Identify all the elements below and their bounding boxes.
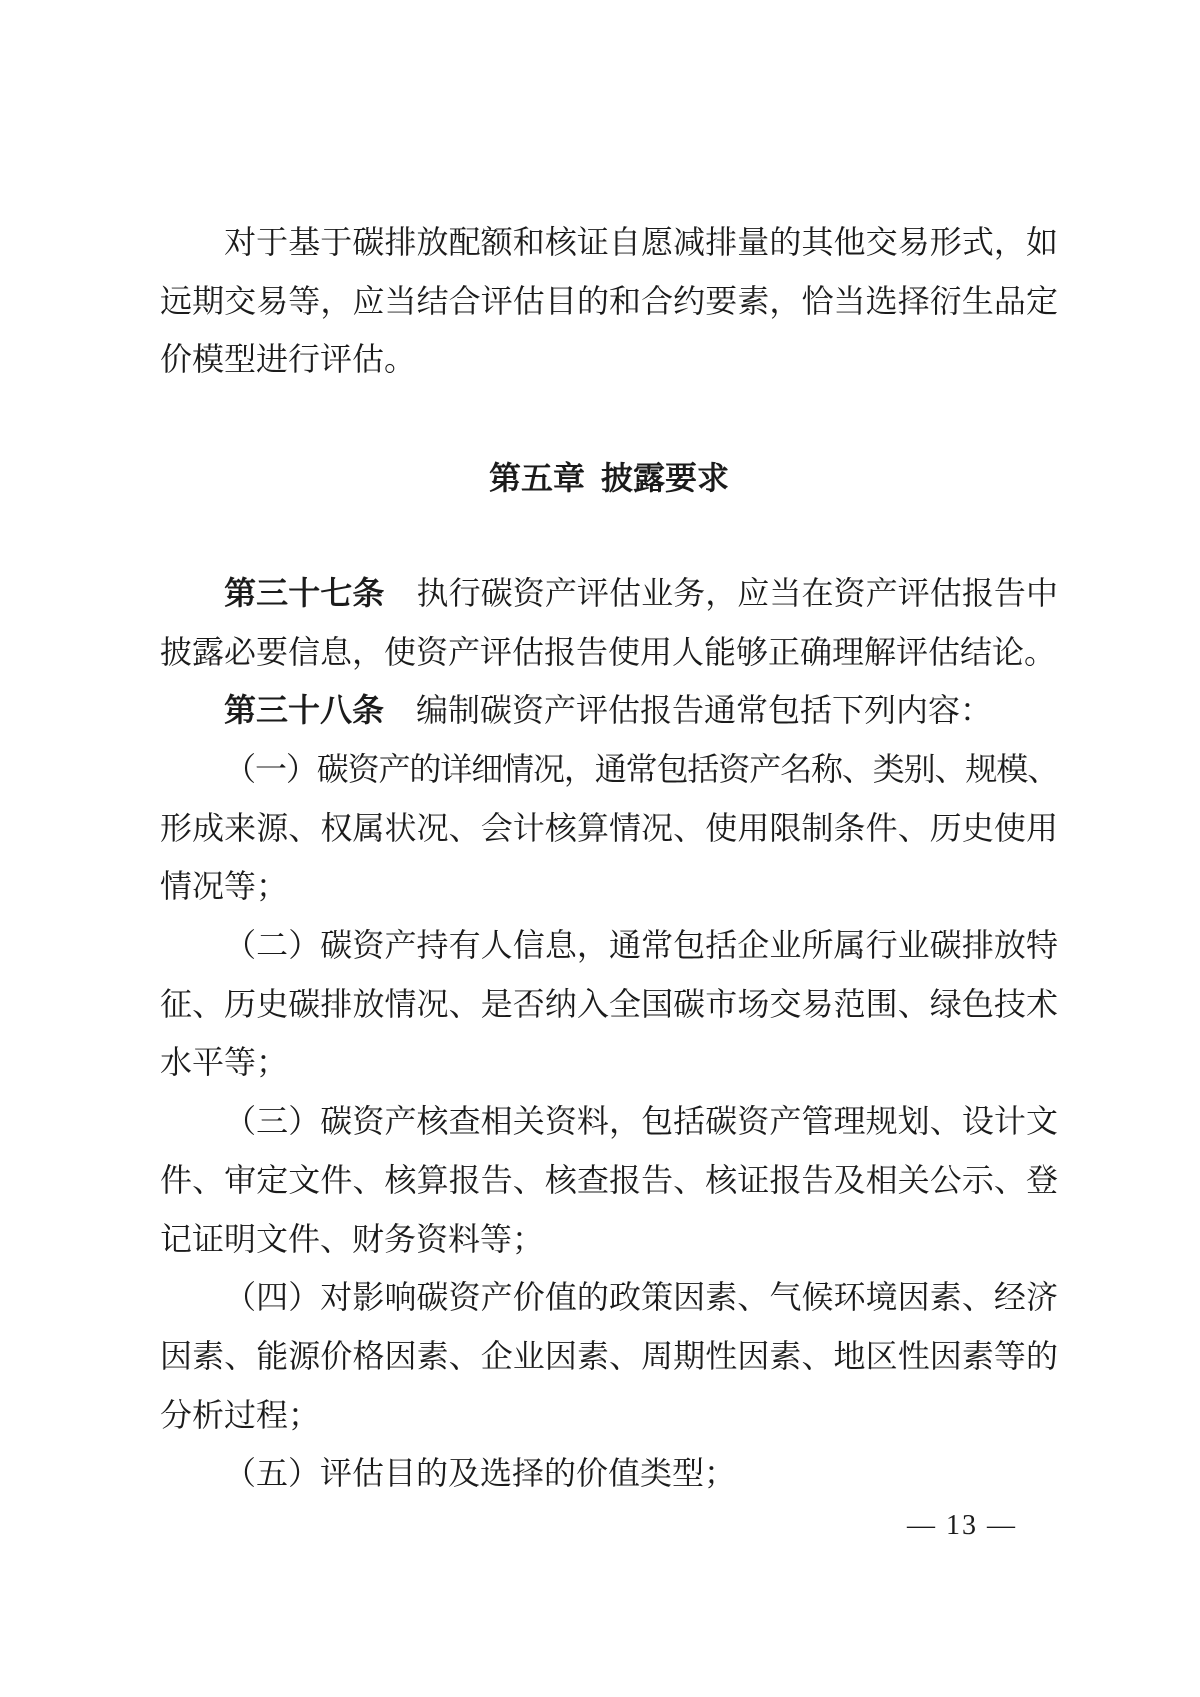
item-3-line-1: （三）碳资产核查相关资料，包括碳资产管理规划、设计文 <box>224 1103 1058 1140</box>
document-content <box>160 213 1058 1503</box>
intro-line-1: 对于基于碳排放配额和核证自愿减排量的其他交易形式，如 <box>224 224 1058 260</box>
item-3-line-2: 件、审定文件、核算报告、核查报告、核证报告及相关公示、登 <box>160 1161 1058 1198</box>
article-37-term-gap <box>384 603 416 604</box>
item-4-line-3: 分析过程； <box>160 1396 321 1433</box>
article-38-text: 编制碳资产评估报告通常包括下列内容： <box>416 692 993 729</box>
item-5-line-1: （五）评估目的及选择的价值类型； <box>224 1455 737 1492</box>
item-4-line-2: 因素、能源价格因素、企业因素、周期性因素、地区性因素等的 <box>160 1337 1058 1374</box>
item-1-line-1: （一）碳资产的详细情况，通常包括资产名称、类别、规模、 <box>224 750 1058 787</box>
articles-section <box>160 564 1058 1503</box>
intro-paragraph <box>160 213 1058 389</box>
article-37-text: 执行碳资产评估业务，应当在资产评估报告中 <box>416 574 1058 611</box>
article-38-term-gap <box>384 720 416 721</box>
chapter-heading: 第五章 披露要求 <box>489 460 729 497</box>
item-4-line-1: （四）对影响碳资产价值的政策因素、气候环境因素、经济 <box>224 1279 1058 1316</box>
item-2-line-2: 征、历史碳排放情况、是否纳入全国碳市场交易范围、绿色技术 <box>160 985 1058 1022</box>
item-3-line-3: 记证明文件、财务资料等； <box>160 1220 545 1257</box>
item-2-line-1: （二）碳资产持有人信息，通常包括企业所属行业碳排放特 <box>224 927 1058 964</box>
article-38-line-1 <box>160 681 1058 740</box>
item-1-line-3: 情况等； <box>160 868 289 905</box>
article-37-number: 第三十七条 <box>224 574 385 611</box>
article-37-line-2: 披露必要信息，使资产评估报告使用人能够正确理解评估结论。 <box>160 633 1057 670</box>
item-2-line-3: 水平等； <box>160 1044 289 1081</box>
intro-line-2: 远期交易等，应当结合评估目的和合约要素，恰当选择衍生品定 <box>160 282 1058 319</box>
item-1-line-2: 形成来源、权属状况、会计核算情况、使用限制条件、历史使用 <box>160 809 1058 846</box>
article-38-number: 第三十八条 <box>224 692 385 729</box>
page-number: — 13 — <box>907 1510 1017 1541</box>
intro-line-3: 价模型进行评估。 <box>160 341 417 378</box>
article-37-line-1 <box>160 564 1058 623</box>
